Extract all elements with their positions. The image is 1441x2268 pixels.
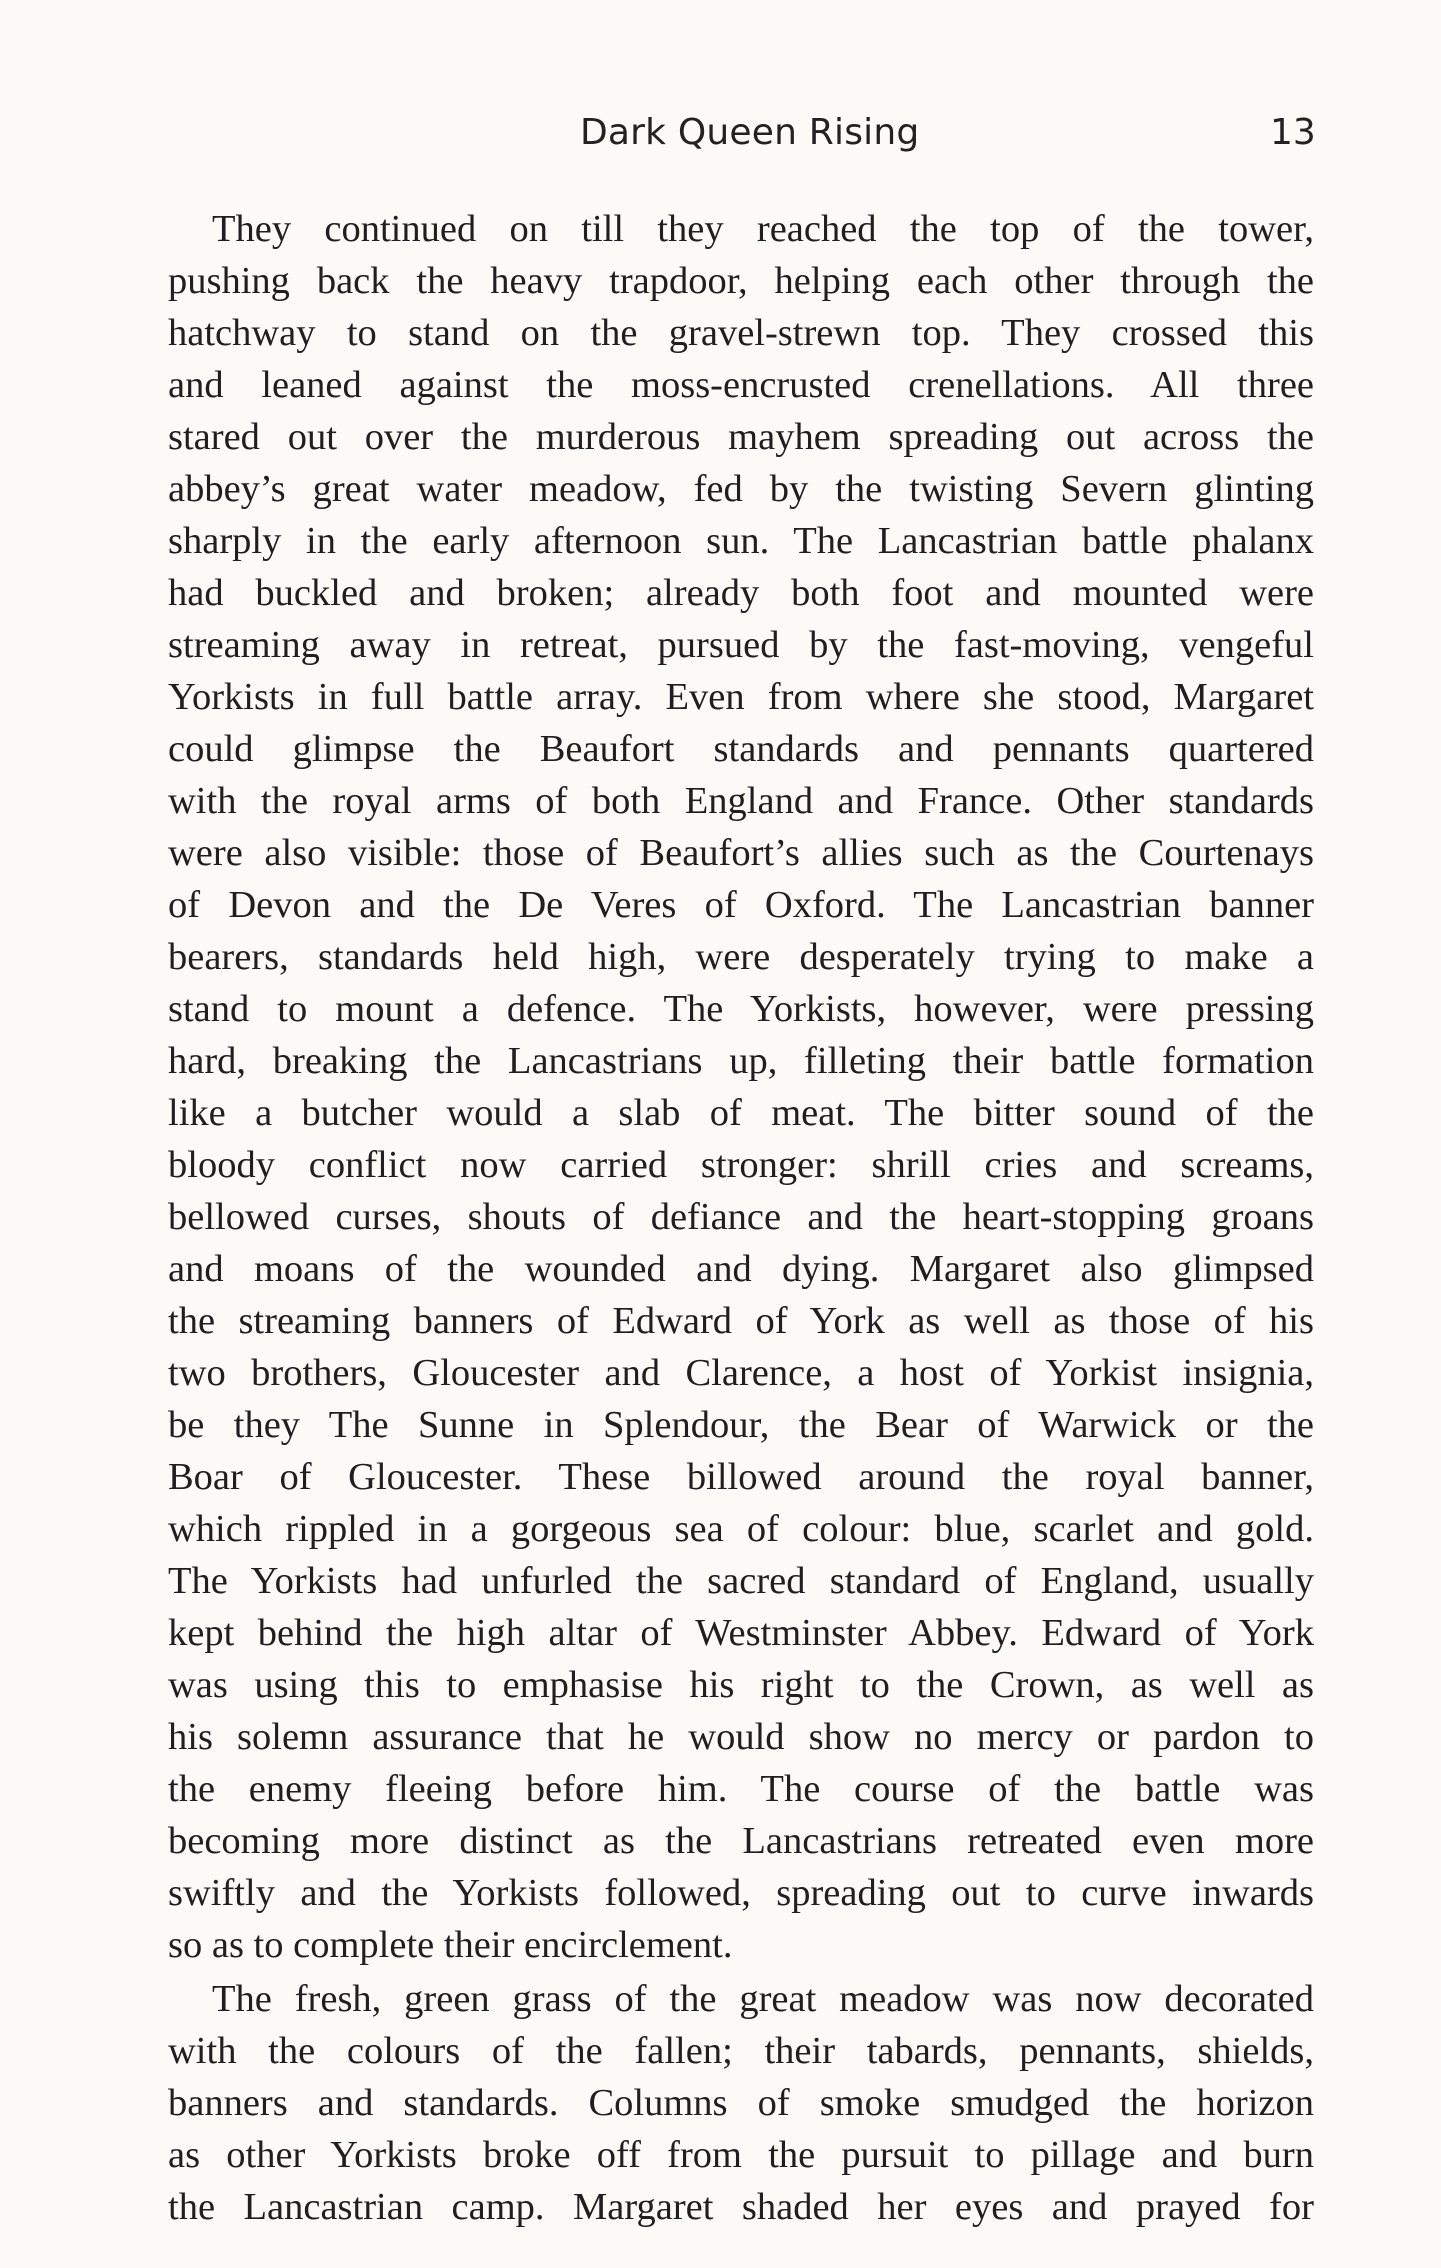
text-line: were also visible: those of Beaufort’s allies such as the Courtenays xyxy=(168,832,1314,874)
body-text xyxy=(168,203,1314,2233)
text-line: pushing back the heavy trapdoor, helping each other through the xyxy=(168,260,1314,302)
text-line: bloody conflict now carried stronger: shrill cries and screams, xyxy=(168,1144,1314,1186)
text-line: bearers, standards held high, were desperately trying to make a xyxy=(168,936,1314,978)
text-line: with the colours of the fallen; their tabards, pennants, shields, xyxy=(168,2030,1314,2072)
text-line: kept behind the high altar of Westminster Abbey. Edward of York xyxy=(168,1612,1314,1654)
text-line: The Yorkists had unfurled the sacred standard of England, usually xyxy=(168,1560,1314,1602)
text-line: the Lancastrian camp. Margaret shaded her eyes and prayed for xyxy=(168,2186,1314,2228)
page-number: 13 xyxy=(1270,112,1316,153)
text-line: bellowed curses, shouts of defiance and the heart-stopping groans xyxy=(168,1196,1314,1238)
text-line: The fresh, green grass of the great meadow was now decorated xyxy=(212,1978,1314,2020)
text-line: stared out over the murderous mayhem spreading out across the xyxy=(168,416,1314,458)
text-line: becoming more distinct as the Lancastrians retreated even more xyxy=(168,1820,1314,1862)
text-line: was using this to emphasise his right to the Crown, as well as xyxy=(168,1664,1314,1706)
text-line: streaming away in retreat, pursued by the fast-moving, vengeful xyxy=(168,624,1314,666)
text-line: hard, breaking the Lancastrians up, filleting their battle formation xyxy=(168,1040,1314,1082)
text-line: with the royal arms of both England and France. Other standards xyxy=(168,780,1314,822)
text-line: Boar of Gloucester. These billowed around the royal banner, xyxy=(168,1456,1314,1498)
text-line: They continued on till they reached the top of the tower, xyxy=(212,208,1314,250)
text-line: could glimpse the Beaufort standards and pennants quartered xyxy=(168,728,1314,770)
text-line: sharply in the early afternoon sun. The Lancastrian battle phalanx xyxy=(168,520,1314,562)
text-line: and leaned against the moss-encrusted crenellations. All three xyxy=(168,364,1314,406)
text-line: had buckled and broken; already both foot and mounted were xyxy=(168,572,1314,614)
text-line: as other Yorkists broke off from the pursuit to pillage and burn xyxy=(168,2134,1314,2176)
text-line: two brothers, Gloucester and Clarence, a host of Yorkist insignia, xyxy=(168,1352,1314,1394)
text-line: Yorkists in full battle array. Even from where she stood, Margaret xyxy=(168,676,1314,718)
text-line: hatchway to stand on the gravel-strewn top. They crossed this xyxy=(168,312,1314,354)
running-title: Dark Queen Rising xyxy=(580,112,920,153)
text-line: his solemn assurance that he would show no mercy or pardon to xyxy=(168,1716,1314,1758)
text-line: abbey’s great water meadow, fed by the twisting Severn glinting xyxy=(168,468,1314,510)
text-line: swiftly and the Yorkists followed, spreading out to curve inwards xyxy=(168,1872,1314,1914)
text-line: so as to complete their encirclement. xyxy=(168,1924,733,1966)
text-line: stand to mount a defence. The Yorkists, however, were pressing xyxy=(168,988,1314,1030)
running-header xyxy=(0,112,1441,168)
text-line: like a butcher would a slab of meat. The bitter sound of the xyxy=(168,1092,1314,1134)
paragraph xyxy=(168,1973,1314,2233)
text-line: banners and standards. Columns of smoke smudged the horizon xyxy=(168,2082,1314,2124)
text-line: and moans of the wounded and dying. Margaret also glimpsed xyxy=(168,1248,1314,1290)
text-line: the enemy fleeing before him. The course of the battle was xyxy=(168,1768,1314,1810)
text-line: be they The Sunne in Splendour, the Bear of Warwick or the xyxy=(168,1404,1314,1446)
text-line: which rippled in a gorgeous sea of colour: blue, scarlet and gold. xyxy=(168,1508,1314,1550)
paragraph xyxy=(168,203,1314,1971)
text-line: of Devon and the De Veres of Oxford. The Lancastrian banner xyxy=(168,884,1314,926)
text-line: the streaming banners of Edward of York as well as those of his xyxy=(168,1300,1314,1342)
